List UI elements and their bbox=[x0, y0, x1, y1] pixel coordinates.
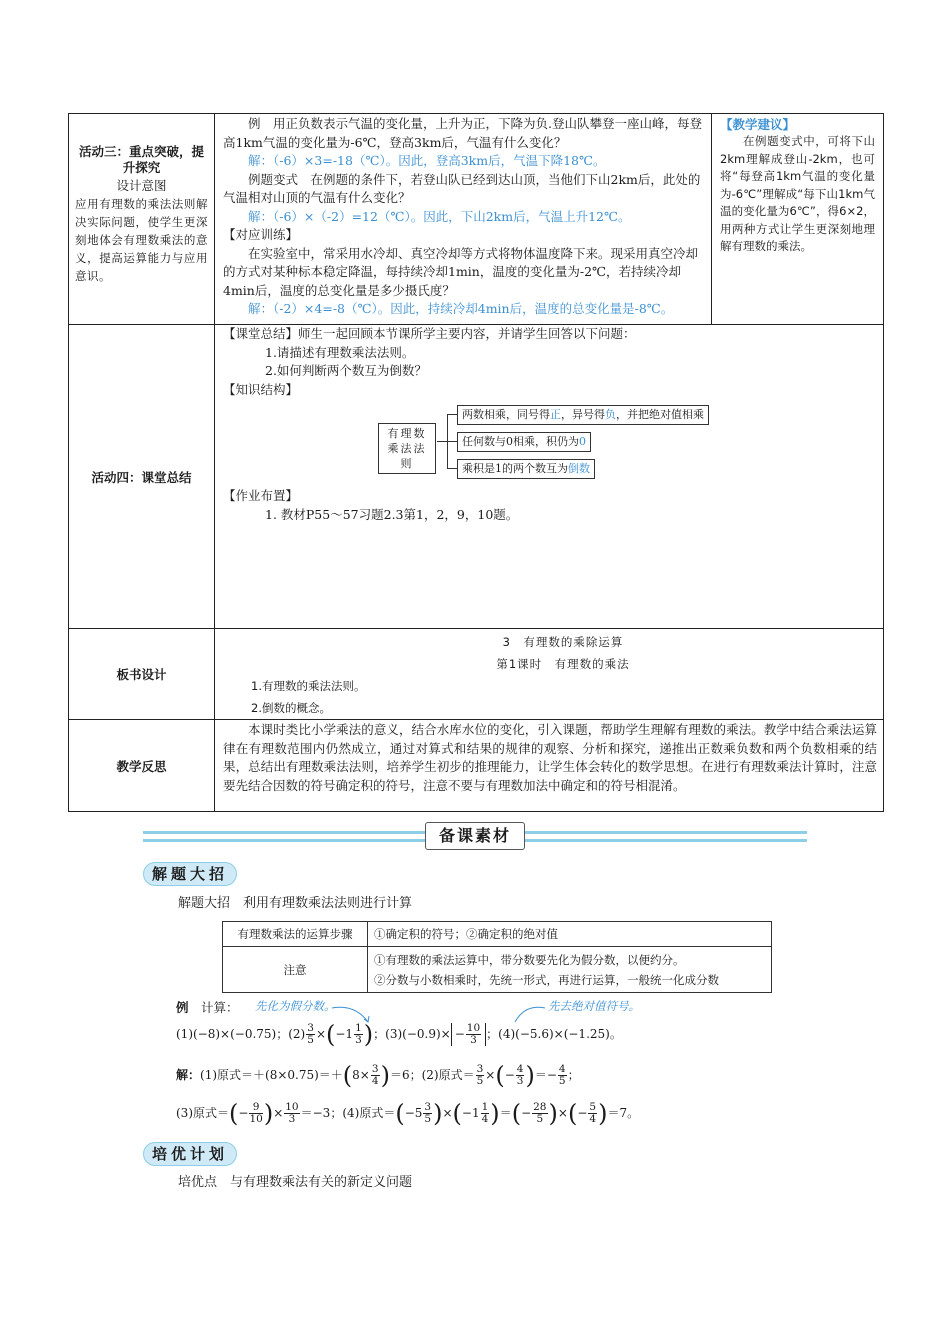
tips-pill: 解题大招 bbox=[143, 862, 237, 886]
homework-item: 1. 教材P55～57习题2.3第1，2，9，10题。 bbox=[265, 506, 519, 522]
problem-list: (1)(−8)×(−0.75)；(2) $\frac{3}{5}$ ×(−1 $\frac{1}{3}$ )；(3)(−0.9)× − $\frac{10}{3}$ ；(4)(−5.6)×(−1.25)。 bbox=[176, 1020, 622, 1049]
reflection-label: 教学反思 bbox=[69, 720, 215, 812]
board-design-label: 板书设计 bbox=[69, 629, 215, 720]
diagram-root: 有理数乘法法则 bbox=[378, 423, 436, 474]
board-item-1: 1.有理数的乘法法则。 bbox=[251, 679, 366, 693]
diagram-rule-reciprocal: 乘积是1的两个数互为倒数 bbox=[457, 459, 595, 479]
board-design-content bbox=[215, 629, 884, 720]
board-item-2: 2.倒数的概念。 bbox=[251, 701, 331, 715]
reflection-content bbox=[215, 720, 884, 812]
question-2: 2.如何判断两个数互为倒数？ bbox=[265, 363, 427, 378]
variant-text: 例题变式 在例题的条件下，若登山队已经到达山顶，当他们下山2km后，此处的气温相对山顶的气温有什么变化？ bbox=[223, 171, 701, 205]
summary-text: 【课堂总结】师生一起回顾本节课所学主要内容，并请学生回答以下问题： bbox=[223, 326, 636, 341]
note-1: ①有理数的乘法运算中，带分数要先化为假分数，以便约分。 bbox=[374, 952, 685, 967]
steps-value: ①确定积的符号；②确定积的绝对值 bbox=[368, 922, 772, 947]
diagram-branch-3 bbox=[447, 468, 457, 469]
suggestion-cell bbox=[712, 114, 884, 325]
variant-solution: 解：（-6）×（-2）=12（℃）。因此，下山2km后，气温上升12℃。 bbox=[248, 208, 631, 224]
note-remove-abs: 先去绝对值符号。 bbox=[548, 999, 640, 1013]
row-activity-three bbox=[69, 114, 884, 325]
note-2: ②分数与小数相乘时，先统一形式，再进行运算，一般统一化成分数 bbox=[374, 972, 719, 987]
suggestion-text: 在例题变式中，可将下山2km理解成登山-2km，也可将“每登高1km气温的变化量为-6℃”理解成“每下山1km气温的变化量为6℃”，得6×2，用两种方式让学生更深刻地理解有理数的乘法。 bbox=[720, 134, 875, 253]
solution-line-1: 解：(1)原式＝＋(8×0.75)＝＋(8× $\frac{3}{4}$ )＝6；(2)原式＝ $\frac{3}{5}$ ×(− $\frac{4}{3}$ )＝− $\frac{4}{5}$ ； bbox=[176, 1061, 580, 1090]
row-board-design bbox=[69, 629, 884, 720]
diagram-branch-2 bbox=[447, 441, 457, 442]
knowledge-structure-diagram bbox=[223, 401, 877, 481]
activity-four-content bbox=[215, 325, 884, 629]
example-text: 例 用正负数表示气温的变化量，上升为正，下降为负.登山队攀登一座山峰，每登高1km气温的变化量为-6℃，登高3km后，气温有什么变化？ bbox=[223, 116, 702, 150]
diagram-rule-sign: 两数相乘，同号得正，异号得负，并把绝对值相乘 bbox=[457, 405, 709, 425]
notes-label: 注意 bbox=[223, 947, 368, 993]
steps-table bbox=[222, 921, 772, 993]
training-text: 在实验室中，常采用水冷却、真空冷却等方式将物体温度降下来。现采用真空冷却的方式对某种标本稳定降温，每持续冷却1min，温度的变化量为-2℃，若持续冷却4min后，温度的总变化量是多少摄氏度？ bbox=[223, 245, 699, 298]
activity-three-content bbox=[215, 114, 712, 325]
training-heading: 【对应训练】 bbox=[223, 227, 299, 242]
resources-title: 备课素材 bbox=[425, 822, 525, 850]
diagram-connector bbox=[437, 441, 447, 442]
lesson-table bbox=[68, 113, 884, 812]
tips-line: 解题大招 利用有理数乘法法则进行计算 bbox=[178, 896, 413, 911]
structure-heading: 【知识结构】 bbox=[223, 381, 299, 397]
row-activity-four bbox=[69, 325, 884, 629]
extend-pill: 培优计划 bbox=[143, 1142, 237, 1166]
board-title-2: 第1课时 有理数的乘法 bbox=[496, 657, 630, 671]
notes-value bbox=[368, 947, 772, 993]
extend-line: 培优点 与有理数乘法有关的新定义问题 bbox=[178, 1175, 413, 1190]
example-heading: 例 计算： bbox=[176, 1000, 239, 1015]
reflection-text: 本课时类比小学乘法的意义，结合水库水位的变化，引入课题，帮助学生理解有理数的乘法。教学中结合乘法运算律在有理数范围内仍然成立，通过对算式和结果的规律的观察、分析和探究，递推出正数乘负数和两个负数相乘的结果，总结出有理数乘法法则，培养学生初步的推理能力，让学生体会转化的数学思想。在进行有理数乘法计算时，注意要先结合因数的符号确定积的符号，注意不要与有理数加法中确定和的符号相混淆。 bbox=[223, 722, 877, 793]
activity-three-label: 活动三：重点突破，提升探究 bbox=[79, 144, 205, 175]
note-improper-fraction: 先化为假分数。 bbox=[255, 999, 336, 1013]
design-intent-text: 应用有理数的乘法法则解决实际问题，使学生更深刻地体会有理数乘法的意义，提高运算能力与应用意识。 bbox=[75, 197, 208, 283]
solution-line-2: (3)原式＝(− $\frac{9}{10}$ )× $\frac{10}{3}$ ＝−3；(4)原式＝(−5 $\frac{3}{5}$ )×(−1 $\frac{1}{4}$ )＝(− $\frac{28}{5}$ )×(− $\frac{5}{4}$ )＝7。 bbox=[176, 1099, 640, 1128]
homework-heading: 【作业布置】 bbox=[223, 488, 299, 503]
training-solution: 解：（-2）×4=-8（℃）。因此，持续冷却4min后，温度的总变化量是-8℃。 bbox=[248, 301, 674, 316]
activity-four-label: 活动四：课堂总结 bbox=[69, 325, 215, 629]
diagram-branch-1 bbox=[447, 414, 457, 415]
activity-three-label-cell bbox=[69, 114, 215, 325]
diagram-rule-zero: 任何数与0相乘，积仍为0 bbox=[457, 432, 591, 452]
steps-label: 有理数乘法的运算步骤 bbox=[223, 922, 368, 947]
suggestion-heading: 【教学建议】 bbox=[720, 117, 796, 132]
row-reflection bbox=[69, 720, 884, 812]
example-solution: 解：（-6）×3=-18（℃）。因此，登高3km后，气温下降18℃。 bbox=[248, 153, 606, 168]
design-intent-title: 设计意图 bbox=[116, 178, 167, 193]
question-1: 1.请描述有理数乘法法则。 bbox=[265, 344, 415, 360]
board-title-1: 3 有理数的乘除运算 bbox=[502, 635, 624, 649]
